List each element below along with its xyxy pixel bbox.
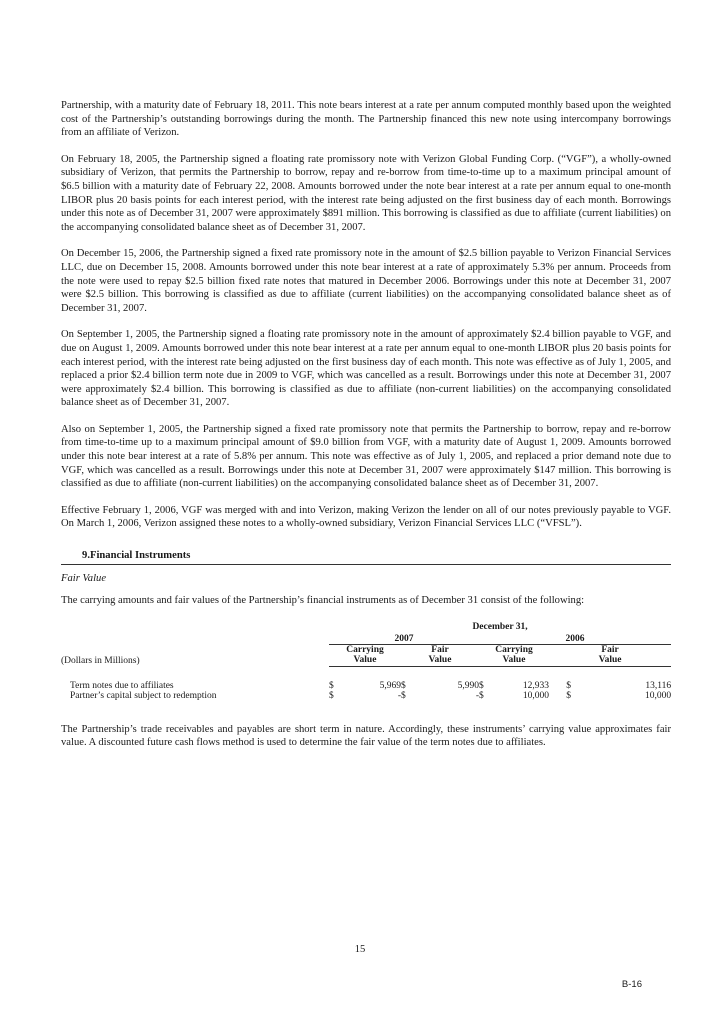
section-heading: [61, 550, 671, 565]
dollar-sign: $: [329, 680, 334, 691]
col-header-line: Value: [428, 655, 452, 666]
table-unit-label: (Dollars in Millions): [61, 656, 140, 667]
page-reference: B-16: [621, 979, 642, 990]
dollar-sign: $: [401, 680, 406, 691]
paragraph-vgf-merger: Effective February 1, 2006, VGF was merged with and into Verizon, making Verizon the lender on all of our notes previously payable to VGF. On March 1, 2006, Verizon assigned these notes to a wholly-owned subsidiary, Verizon Financial Services LLC (“VFSL”).: [61, 504, 671, 530]
dollar-sign: $: [401, 690, 406, 701]
paragraph-vgf-2-4-billion-note: On September 1, 2005, the Partnership signed a floating rate promissory note in the amount of approximately $2.4 billion payable to VGF, and due on August 1, 2009. Amounts borrowed under this note bear interest at a rate per annum equal to one-month LIBOR plus 20 basis points for each interest period, with the interest rate being adjusted on the first business day of each month. This note was effective as of July 1, 2005, and replaced a prior $2.4 billion term note due in 2009 to VGF, which was cancelled as a result. Borrowings under this note at December 31, 2007 were approximately $2.4 billion. This borrowing is classified as due to affiliate (non-current liabilities) on the accompanying consolidated balance sheet as of December 31, 2007.: [61, 329, 671, 409]
document-body: [61, 99, 671, 763]
paragraph-vgf-9-billion-note: Also on September 1, 2005, the Partnership signed a fixed rate promissory note that permits the Partnership to borrow, repay and re-borrow from time-to-time up to a maximum principal amount of $9.0 billion from VGF, with a maturity date of August 1, 2009. Amounts borrowed under this note bear interest at a rate of 5.8% per annum. This note was effective as of July 1, 2005, and replaced a prior demand note due to VGF, which was cancelled as a result. Borrowings under this note at December 31, 2007 were approximately $147 million. This borrowing is classified as due to affiliate (non-current liabilities) on the accompanying consolidated balance sheet as of December 31, 2007.: [61, 423, 671, 490]
dollar-sign: $: [329, 690, 334, 701]
table-year-2006: 2006: [479, 632, 671, 645]
fair-value-table: [61, 618, 671, 701]
col-header-line: Carrying: [346, 644, 384, 655]
paragraph-trade-receivables: The Partnership’s trade receivables and payables are short term in nature. Accordingly, these instruments’ carrying value approximates fair value. A discounted future cash flows method is used to determine the fair value of the term notes due to affiliates.: [61, 723, 671, 749]
cell-value: 12,933: [522, 680, 549, 691]
cell-value: 5,990: [457, 680, 479, 691]
cell-value: 10,000: [644, 690, 672, 701]
dollar-sign: $: [479, 680, 484, 691]
col-header-line: Value: [353, 655, 377, 666]
col-header-line: Fair: [431, 644, 449, 655]
col-header-line: Fair: [601, 644, 619, 655]
subheading-fair-value: Fair Value: [61, 573, 107, 585]
paragraph-vfs-fixed-note: On December 15, 2006, the Partnership signed a fixed rate promissory note in the amount of $2.5 billion payable to Verizon Financial Services LLC, due on December 15, 2008. Amounts borrowed under this note bear interest at a rate of approximately 5.3% per annum. Proceeds from the note were used to repay $2.5 billion fixed rate notes that matured in December 2006. Borrowings under this note at December 31, 2007 were $2.5 billion. This borrowing is classified as due to affiliate (current liabilities) on the accompanying consolidated balance sheet as of December 31, 2007.: [61, 248, 671, 314]
dollar-sign: $: [479, 690, 484, 701]
paragraph-vgf-floating-note: On February 18, 2005, the Partnership signed a floating rate promissory note with Verizon Global Funding Corp. (“VGF”), a wholly-owned subsidiary of Verizon, that permits the Partnership to borrow, repay and re-borrow from time-to-time up to a maximum principal amount of $6.5 billion with a maturity date of February 22, 2008. Amounts borrowed under the note bear interest at a rate per annum equal to one-month LIBOR plus 20 basis points for each interest period, with the interest rate being adjusted on the first business day of each month. Borrowings under this note as of December 31, 2007 were approximately $891 million. This borrowing is classified as due to affiliate (current liabilities) on the accompanying consolidated balance sheet as of December 31, 2007.: [61, 153, 671, 233]
table-date-header: December 31,: [472, 621, 528, 632]
col-carrying-value-2007: [329, 644, 401, 666]
row-label: Term notes due to affiliates: [70, 680, 174, 691]
cell-value: -: [475, 690, 479, 701]
row-label: Partner’s capital subject to redemption: [70, 690, 217, 701]
table-year-2007: 2007: [329, 632, 479, 645]
section-title: Financial Instruments: [90, 550, 191, 562]
dollar-sign: $: [566, 680, 571, 691]
cell-value: -: [397, 690, 401, 701]
col-fair-value-2006: [549, 644, 671, 666]
page-number: 15: [354, 944, 366, 955]
cell-value: 13,116: [645, 680, 672, 691]
section-number: 9.: [82, 550, 90, 562]
table-row: [61, 691, 671, 701]
table-row: [61, 681, 671, 691]
paragraph-note-continuation: Partnership, with a maturity date of February 18, 2011. This note bears interest at a rate per annum computed monthly based upon the weighted cost of the Partnership’s outstanding borrowings during the month. The Partnership financed this new note using intercompany borrowings from an affiliate of Verizon.: [61, 100, 671, 139]
cell-value: 5,969: [379, 680, 401, 691]
col-carrying-value-2006: [479, 644, 549, 666]
dollar-sign: $: [566, 690, 571, 701]
table-intro: The carrying amounts and fair values of the Partnership’s financial instruments as of December 31 consist of the following:: [61, 595, 585, 607]
col-header-line: Value: [502, 655, 526, 666]
col-fair-value-2007: [401, 644, 479, 666]
cell-value: 10,000: [522, 690, 549, 701]
col-header-line: Value: [598, 655, 622, 666]
col-header-line: Carrying: [495, 644, 533, 655]
